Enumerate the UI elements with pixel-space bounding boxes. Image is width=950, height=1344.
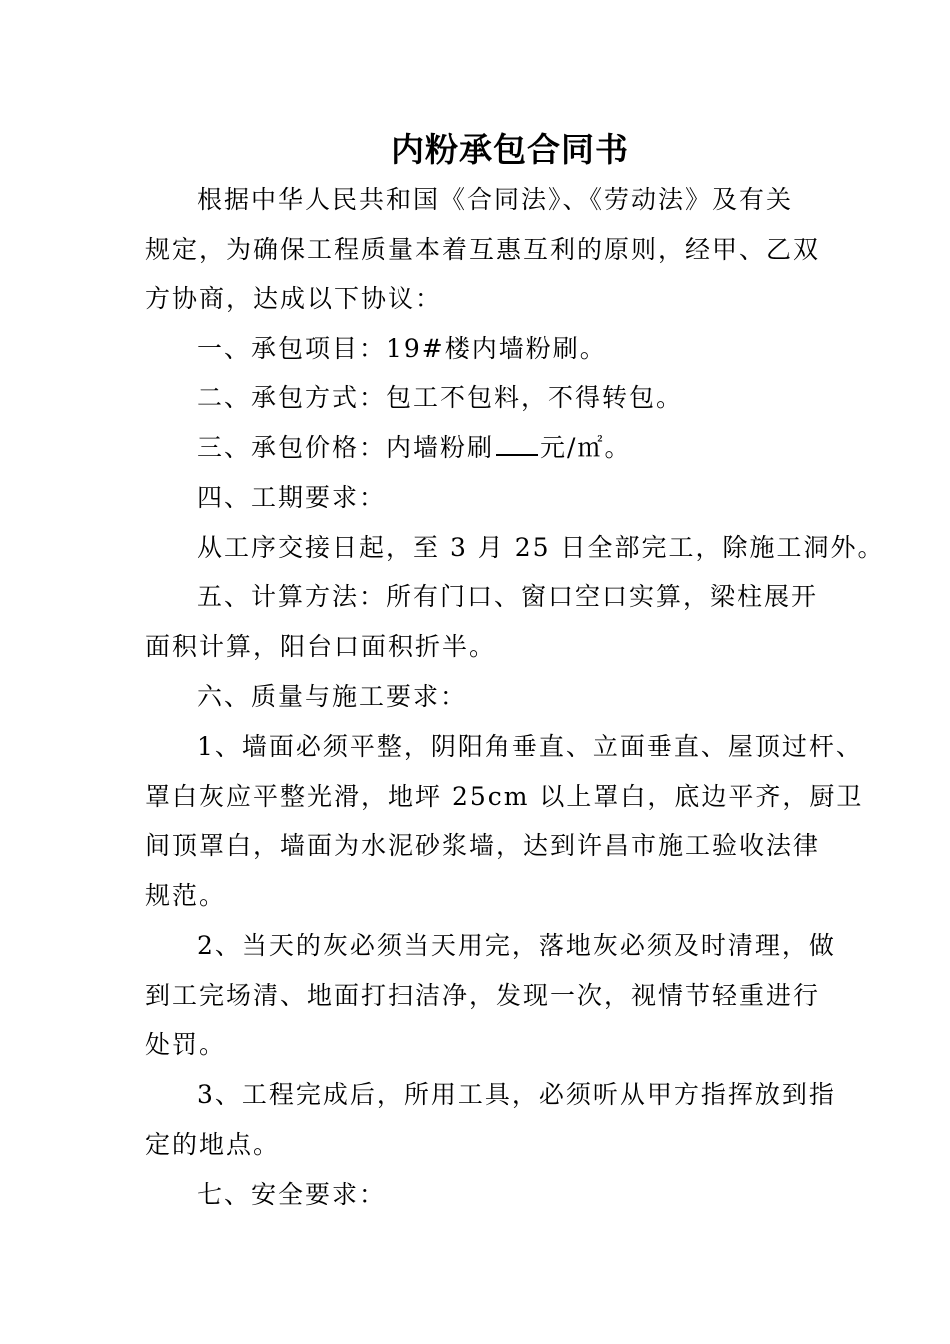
clause-contract-price (197, 431, 631, 465)
paragraph-line: 2、当天的灰必须当天用完，落地灰必须及时清理，做 (197, 931, 836, 960)
price-prefix: 三、承包价格：内墙粉刷 (197, 433, 495, 462)
paragraph-line: 间顶罩白，墙面为水泥砂浆墙，达到许昌市施工验收法律 (145, 831, 821, 860)
clause-calculation: 五、计算方法：所有门口、窗口空口实算，梁柱展开 (197, 582, 819, 611)
paragraph-line: 从工序交接日起，至 3 月 25 日全部完工，除施工洞外。 (197, 533, 885, 562)
paragraph-line: 到工完场清、地面打扫洁净，发现一次，视情节轻重进行 (145, 981, 821, 1010)
paragraph-line: 方协商，达成以下协议： (145, 284, 443, 313)
clause-contract-item: 一、承包项目：19#楼内墙粉刷。 (197, 334, 607, 363)
paragraph-line: 3、工程完成后，所用工具，必须听从甲方指挥放到指 (197, 1080, 836, 1109)
paragraph-line: 根据中华人民共和国《合同法》、《劳动法》及有关 (197, 185, 794, 214)
price-suffix: 元/㎡。 (540, 433, 632, 462)
clause-schedule-heading: 四、工期要求： (197, 483, 387, 512)
paragraph-line: 规定，为确保工程质量本着互惠互利的原则，经甲、乙双 (145, 235, 821, 264)
clause-contract-method: 二、承包方式：包工不包料，不得转包。 (197, 383, 684, 412)
clause-safety-heading: 七、安全要求： (197, 1180, 387, 1209)
paragraph-line: 处罚。 (145, 1030, 227, 1059)
document-title: 内粉承包合同书 (391, 130, 629, 169)
paragraph-line: 规范。 (145, 881, 227, 910)
clause-quality-heading: 六、质量与施工要求： (197, 682, 468, 711)
paragraph-line: 面积计算，阳台口面积折半。 (145, 632, 497, 661)
paragraph-line: 1、墙面必须平整，阴阳角垂直、立面垂直、屋顶过杆、 (197, 732, 863, 761)
price-blank (496, 432, 538, 456)
paragraph-line: 定的地点。 (145, 1130, 281, 1159)
paragraph-line: 罩白灰应平整光滑，地坪 25cm 以上罩白，底边平齐，厨卫 (145, 782, 864, 811)
